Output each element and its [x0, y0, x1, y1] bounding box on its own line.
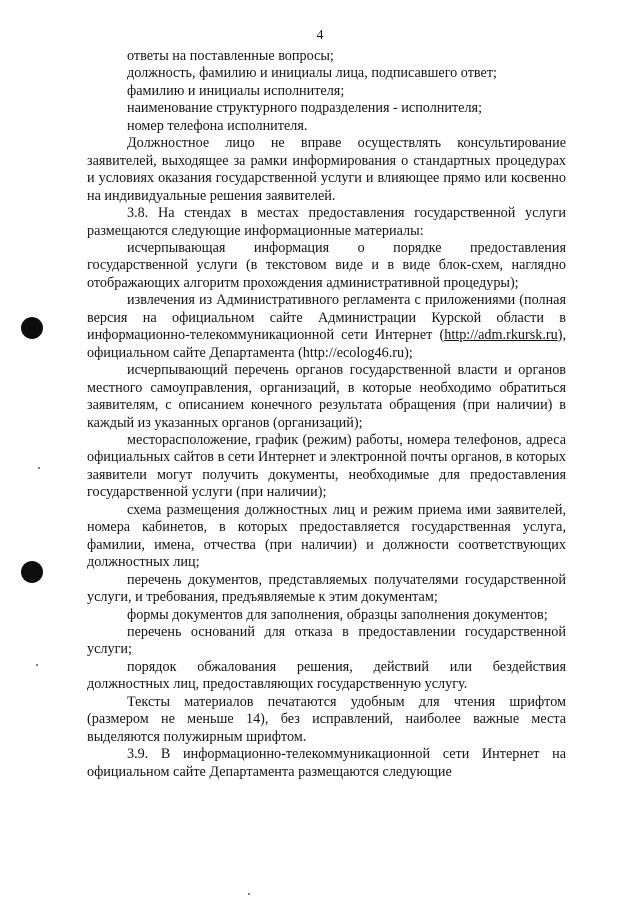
- scan-speck: [38, 467, 40, 469]
- stand-item-forms: формы документов для заполнения, образцы заполнения документов;: [127, 606, 548, 623]
- list-item-executor-name: фамилию и инициалы исполнителя;: [127, 82, 345, 99]
- list-item-answers: ответы на поставленные вопросы;: [127, 48, 334, 64]
- admin-site-link[interactable]: http://adm.rkursk.ru: [444, 327, 558, 344]
- section-3-8: 3.8. На стендах в местах предоставления государственной услуги размещаются следующие информационные материалы:: [87, 205, 566, 239]
- scan-speck: [248, 893, 250, 895]
- document-body: [87, 48, 566, 781]
- stand-item-authorities-list: исчерпывающий перечень органов государственной власти и органов местного самоуправления, организаций, в которые необходимо обратиться заявителям, с описанием конечного результата обращения (при наличии) в каждый из указанных органов (организаций);: [87, 362, 566, 431]
- scan-speck: [36, 664, 38, 666]
- binder-hole-top: [21, 317, 43, 339]
- stand-item-procedure-info: исчерпывающая информация о порядке предоставления государственной услуги (в текстовом виде и в виде блок-схем, наглядно отображающих алгоритм прохождения административной процедуры);: [87, 239, 566, 291]
- stand-item-appeal-procedure: порядок обжалования решения, действий или бездействия должностных лиц, предоставляющих государственную услугу.: [87, 658, 566, 693]
- list-item-phone: номер телефона исполнителя.: [127, 117, 308, 134]
- text-segment: ), официальном сайте Департамента (http://ecolog46.ru);: [87, 327, 566, 361]
- stand-item-staff-scheme: схема размещения должностных лиц и режим приема ими заявителей, номера кабинетов, в которых предоставляется государственная услуга, фамилии, имена, отчества (при наличии) и должности соответствующих должностных лиц;: [87, 501, 566, 571]
- list-item-division: наименование структурного подразделения - исполнителя;: [127, 100, 483, 117]
- section-3-9: 3.9. В информационно-телекоммуникационной сети Интернет на официальном сайте Департамента размещаются следующие: [87, 746, 566, 780]
- stand-item-locations: месторасположение, график (режим) работы, номера телефонов, адреса официальных сайтов в сети Интернет и электронной почты органов, в которых заявители могут получить документы, необходимые для предоставления государственной услуги (при наличии);: [87, 431, 566, 501]
- paragraph-consulting-limits: Должностное лицо не вправе осуществлять консультирование заявителей, выходящее за рамки информирования о стандартных процедурах и условиях оказания государственной услуги и влияющее прямо или косвенно на индивидуальные решения заявителей.: [87, 135, 566, 204]
- binder-hole-bottom: [21, 561, 43, 583]
- page-number: 4: [316, 28, 324, 43]
- paragraph-font-requirements: Тексты материалов печатаются удобным для чтения шрифтом (размером не меньше 14), без исправлений, наиболее важные места выделяются полужирным шрифтом.: [87, 693, 566, 745]
- stand-item-regulation-extracts: [87, 292, 566, 362]
- stand-item-refusal-grounds: перечень оснований для отказа в предоставлении государственной услуги;: [87, 623, 566, 658]
- stand-item-documents: перечень документов, представляемых получателями государственной услуги, и требования, предъявляемые к этим документам;: [87, 571, 566, 606]
- text-segment: извлечения из Административного регламента с приложениями (полная версия на официальном сайте Администрации Курской области в информационно-телекоммуникационной сети Интернет (: [87, 292, 566, 344]
- list-item-signer: должность, фамилию и инициалы лица, подписавшего ответ;: [127, 65, 497, 82]
